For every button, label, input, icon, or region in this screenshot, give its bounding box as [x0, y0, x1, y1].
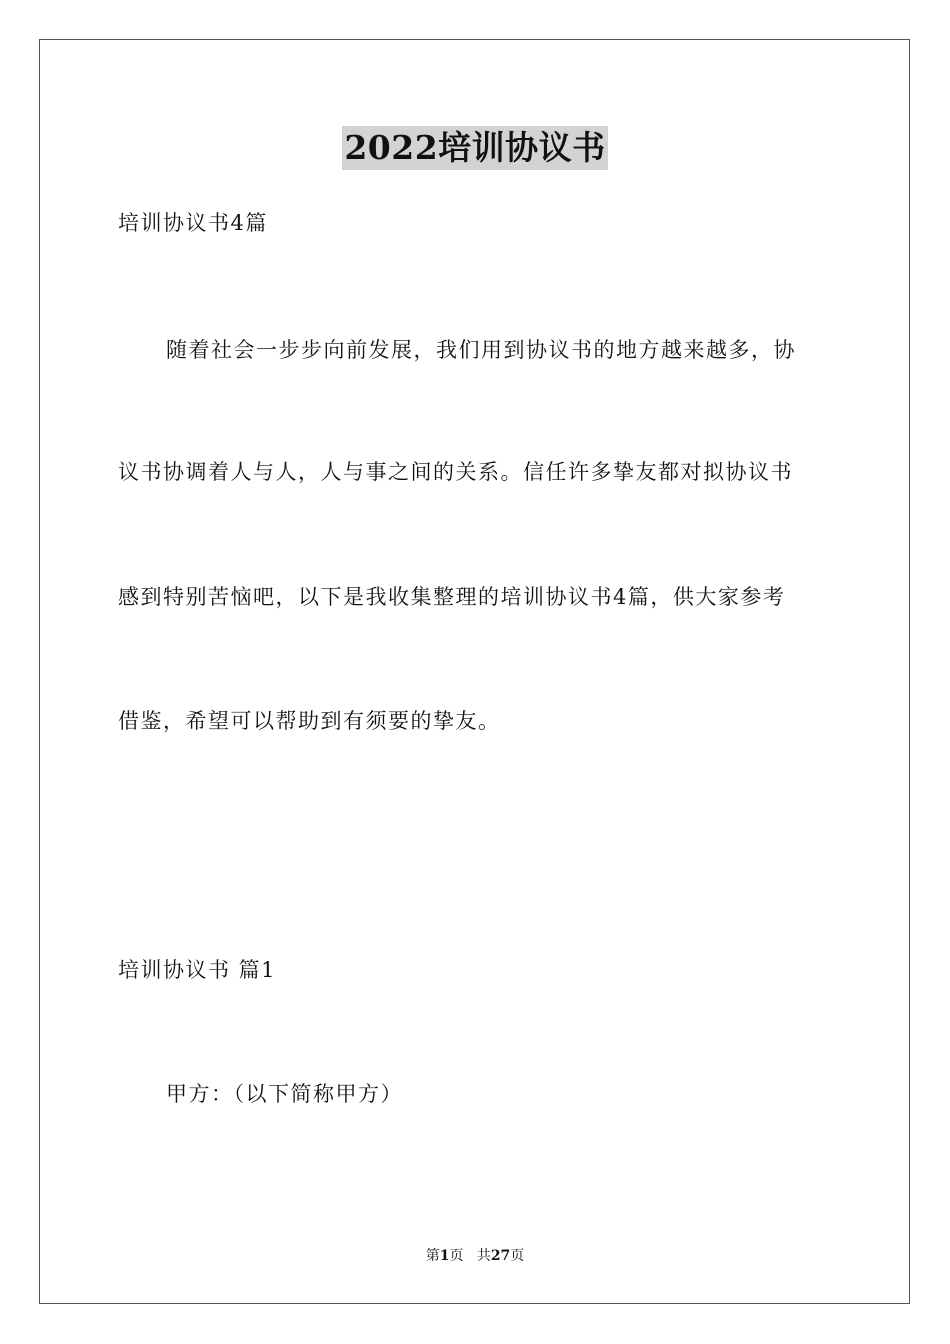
footer-total-suffix: 页 [510, 1248, 525, 1264]
footer-total-prefix: 共 [476, 1248, 491, 1264]
intro-line-3: 感到特别苦恼吧，以下是我收集整理的培训协议书4篇，供大家参考 [118, 585, 786, 609]
document-title: 2022培训协议书 [342, 126, 607, 170]
footer-page-number: 1 [439, 1248, 450, 1264]
footer-page-prefix: 第 [425, 1248, 440, 1264]
intro-line-2: 议书协调着人与人，人与事之间的关系。信任许多挚友都对拟协议书 [118, 460, 793, 484]
section-heading: 培训协议书 篇1 [118, 958, 277, 982]
footer-page-suffix: 页 [449, 1248, 464, 1264]
page-footer [0, 1247, 950, 1265]
footer-total-pages: 27 [490, 1248, 511, 1264]
intro-line-4: 借鉴，希望可以帮助到有须要的挚友。 [118, 709, 501, 733]
title-wrapper [0, 126, 950, 170]
party-a-line: 甲方：（以下简称甲方） [166, 1082, 403, 1106]
intro-line-1: 随着社会一步步向前发展，我们用到协议书的地方越来越多，协 [166, 338, 796, 362]
document-subtitle: 培训协议书4篇 [118, 211, 268, 235]
